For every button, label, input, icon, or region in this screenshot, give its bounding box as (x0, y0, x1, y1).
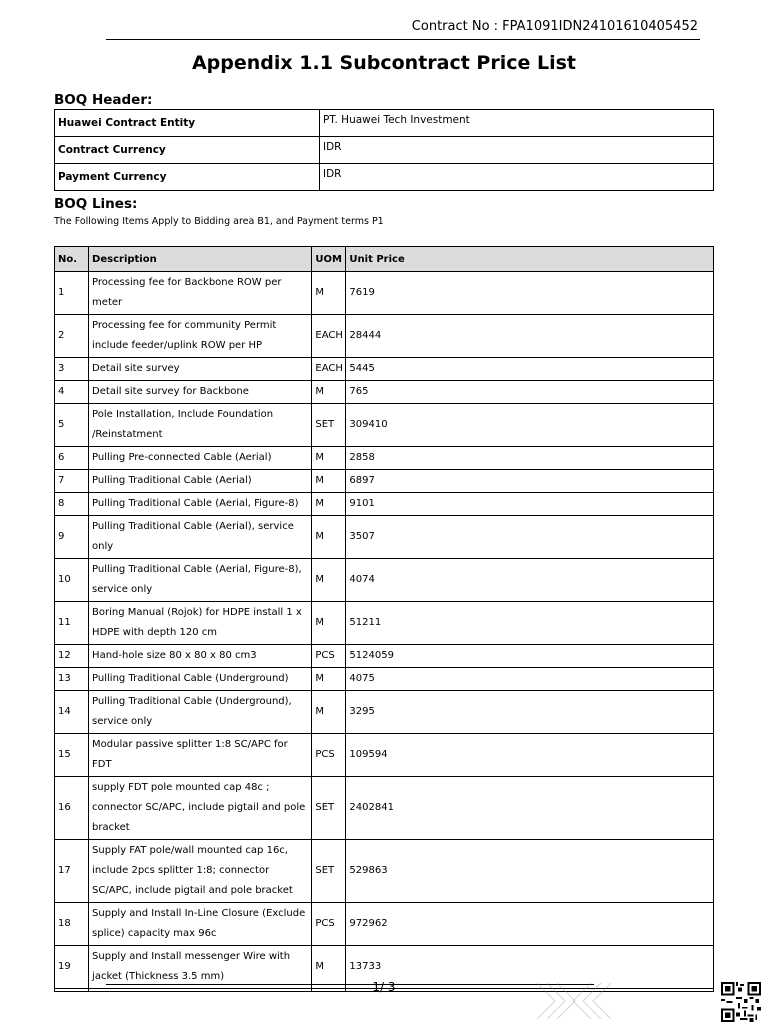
cell-unit-price: 5445 (346, 358, 714, 381)
table-header-row (55, 247, 714, 272)
cell-unit-price: 51211 (346, 602, 714, 645)
table-row (55, 447, 714, 470)
table-row (55, 691, 714, 734)
table-row (55, 602, 714, 645)
cell-no: 16 (55, 777, 89, 840)
table-row (55, 559, 714, 602)
cell-description: supply FDT pole mounted cap 48c ; connector SC/APC, include pigtail and pole bracket (89, 777, 312, 840)
cell-unit-price: 6897 (346, 470, 714, 493)
table-row (55, 315, 714, 358)
cell-uom: M (312, 493, 346, 516)
cell-unit-price: 7619 (346, 272, 714, 315)
cell-no: 19 (55, 946, 89, 989)
cell-description: Modular passive splitter 1:8 SC/APC for FDT (89, 734, 312, 777)
cell-no: 14 (55, 691, 89, 734)
cell-no: 17 (55, 840, 89, 903)
cell-unit-price: 4074 (346, 559, 714, 602)
cell-description: Pulling Traditional Cable (Aerial) (89, 470, 312, 493)
cell-no: 1 (55, 272, 89, 315)
cell-description: Supply FAT pole/wall mounted cap 16c, include 2pcs splitter 1:8; connector SC/APC, include pigtail and pole bracket (89, 840, 312, 903)
cell-uom: PCS (312, 903, 346, 946)
cell-description: Pulling Traditional Cable (Aerial, Figure-8) (89, 493, 312, 516)
cell-uom: SET (312, 777, 346, 840)
cell-no: 4 (55, 381, 89, 404)
cell-unit-price: 9101 (346, 493, 714, 516)
table-row (55, 734, 714, 777)
cell-uom: M (312, 447, 346, 470)
cell-no: 15 (55, 734, 89, 777)
table-row (55, 777, 714, 840)
header-row (55, 137, 714, 164)
header-value: IDR (320, 164, 714, 191)
boq-header-table (54, 109, 714, 191)
boq-lines-table (54, 246, 714, 992)
header-key: Payment Currency (55, 164, 320, 191)
col-header-no: No. (55, 247, 89, 272)
cell-uom: M (312, 691, 346, 734)
header-row (55, 110, 714, 137)
cell-uom: EACH (312, 315, 346, 358)
cell-no: 18 (55, 903, 89, 946)
col-header-description: Description (89, 247, 312, 272)
cell-description: Detail site survey for Backbone (89, 381, 312, 404)
table-row (55, 470, 714, 493)
header-value: PT. Huawei Tech Investment (320, 110, 714, 137)
cell-description: Detail site survey (89, 358, 312, 381)
table-row (55, 516, 714, 559)
page-title: Appendix 1.1 Subcontract Price List (191, 52, 577, 74)
boq-lines-body (55, 272, 714, 992)
cell-no: 12 (55, 645, 89, 668)
table-row (55, 840, 714, 903)
cell-no: 11 (55, 602, 89, 645)
cell-unit-price: 28444 (346, 315, 714, 358)
header-row (55, 164, 714, 191)
cell-no: 6 (55, 447, 89, 470)
table-row (55, 668, 714, 691)
cell-unit-price: 3507 (346, 516, 714, 559)
cell-unit-price: 3295 (346, 691, 714, 734)
cell-no: 7 (55, 470, 89, 493)
cell-description: Pulling Traditional Cable (Aerial), service only (89, 516, 312, 559)
cell-uom: SET (312, 840, 346, 903)
cell-unit-price: 2402841 (346, 777, 714, 840)
cell-no: 2 (55, 315, 89, 358)
cell-uom: M (312, 272, 346, 315)
cell-no: 3 (55, 358, 89, 381)
cell-uom: M (312, 602, 346, 645)
header-key: Huawei Contract Entity (55, 110, 320, 137)
cell-uom: PCS (312, 734, 346, 777)
cell-description: Boring Manual (Rojok) for HDPE install 1 x HDPE with depth 120 cm (89, 602, 312, 645)
bidding-note: The Following Items Apply to Bidding area B1, and Payment terms P1 (54, 216, 384, 227)
table-row (55, 381, 714, 404)
cell-description: Pulling Pre-connected Cable (Aerial) (89, 447, 312, 470)
boq-header-title: BOQ Header: (54, 92, 153, 108)
col-header-uom: UOM (312, 247, 346, 272)
table-row (55, 272, 714, 315)
cell-no: 10 (55, 559, 89, 602)
cell-unit-price: 972962 (346, 903, 714, 946)
cell-unit-price: 2858 (346, 447, 714, 470)
cell-unit-price: 5124059 (346, 645, 714, 668)
cell-description: Pulling Traditional Cable (Underground), service only (89, 691, 312, 734)
col-header-unit-price: Unit Price (346, 247, 714, 272)
cell-description: Supply and Install messenger Wire with jacket (Thickness 3.5 mm) (89, 946, 312, 989)
cell-description: Processing fee for community Permit include feeder/uplink ROW per HP (89, 315, 312, 358)
cell-no: 13 (55, 668, 89, 691)
cell-no: 9 (55, 516, 89, 559)
cell-uom: M (312, 381, 346, 404)
cell-description: Pulling Traditional Cable (Aerial, Figure-8), service only (89, 559, 312, 602)
cell-uom: M (312, 668, 346, 691)
qr-code-icon (721, 982, 761, 1022)
cell-no: 5 (55, 404, 89, 447)
cell-unit-price: 529863 (346, 840, 714, 903)
table-row (55, 404, 714, 447)
cell-unit-price: 765 (346, 381, 714, 404)
table-row (55, 358, 714, 381)
cell-uom: M (312, 516, 346, 559)
table-row (55, 903, 714, 946)
contract-number: Contract No : FPA1091IDN24101610405452 (411, 19, 698, 34)
cell-unit-price: 13733 (346, 946, 714, 989)
cell-uom: EACH (312, 358, 346, 381)
cell-unit-price: 4075 (346, 668, 714, 691)
header-key: Contract Currency (55, 137, 320, 164)
cell-description: Supply and Install In-Line Closure (Exclude splice) capacity max 96c (89, 903, 312, 946)
cell-uom: M (312, 470, 346, 493)
cell-unit-price: 109594 (346, 734, 714, 777)
cell-unit-price: 309410 (346, 404, 714, 447)
page-number: 1/ 3 (372, 980, 396, 994)
cell-uom: M (312, 946, 346, 989)
cell-no: 8 (55, 493, 89, 516)
watermark-pattern-icon (537, 983, 611, 1019)
boq-lines-title: BOQ Lines: (54, 196, 138, 212)
cell-description: Hand-hole size 80 x 80 x 80 cm3 (89, 645, 312, 668)
header-value: IDR (320, 137, 714, 164)
cell-uom: PCS (312, 645, 346, 668)
cell-uom: M (312, 559, 346, 602)
top-divider (106, 39, 700, 40)
cell-description: Processing fee for Backbone ROW per meter (89, 272, 312, 315)
cell-description: Pulling Traditional Cable (Underground) (89, 668, 312, 691)
table-row (55, 493, 714, 516)
cell-description: Pole Installation, Include Foundation /Reinstatment (89, 404, 312, 447)
cell-uom: SET (312, 404, 346, 447)
table-row (55, 645, 714, 668)
